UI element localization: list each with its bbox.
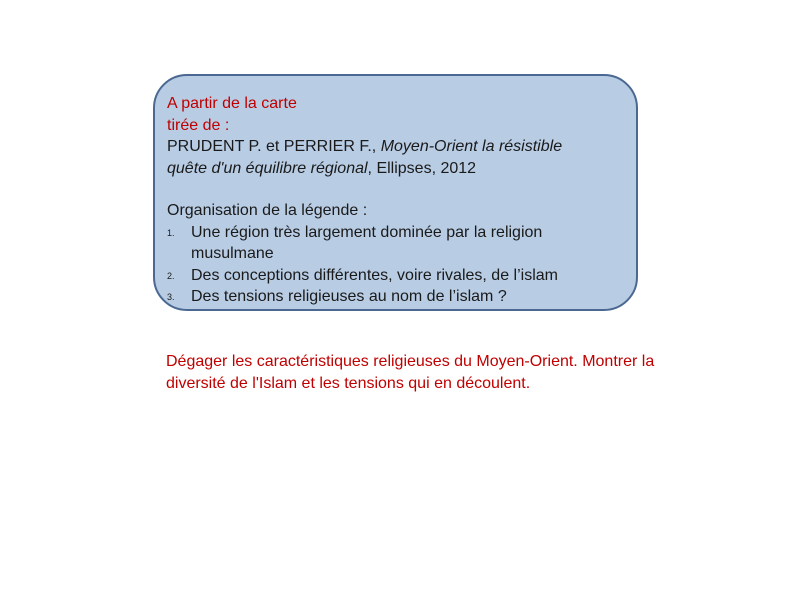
spacer (167, 179, 627, 200)
citation-publisher: , Ellipses, 2012 (367, 159, 477, 177)
task-instructions: Dégager les caractéristiques religieuses du Moyen-Orient. Montrer la diversité de l'Islam et les tensions qui en découlent. (166, 353, 655, 392)
legend-list (167, 222, 627, 308)
legend-item-number: 2. (167, 270, 175, 281)
citation-title-part-1: Moyen-Orient la résistible (380, 138, 563, 155)
legend-item (167, 265, 627, 287)
legend-item-number: 1. (167, 227, 175, 238)
source-card-content (167, 93, 627, 308)
citation-authors: PRUDENT P. et PERRIER F., (167, 138, 381, 155)
citation (167, 136, 627, 179)
citation-title-part-2: quête d'un équilibre régional (167, 159, 368, 177)
legend-heading: Organisation de la légende : (167, 202, 368, 219)
legend-item-number: 3. (167, 292, 175, 302)
legend-item-text: Des tensions religieuses au nom de l’islam ? (191, 288, 507, 305)
intro-line-2: tirée de : (167, 116, 230, 134)
legend-item-text: Des conceptions différentes, voire rivales, de l’islam (191, 266, 558, 284)
legend-item (167, 286, 627, 308)
intro-line-1: A partir de la carte (167, 95, 297, 112)
legend-item-text: Une région très largement dominée par la religion musulmane (191, 223, 543, 262)
legend-item (167, 222, 627, 265)
